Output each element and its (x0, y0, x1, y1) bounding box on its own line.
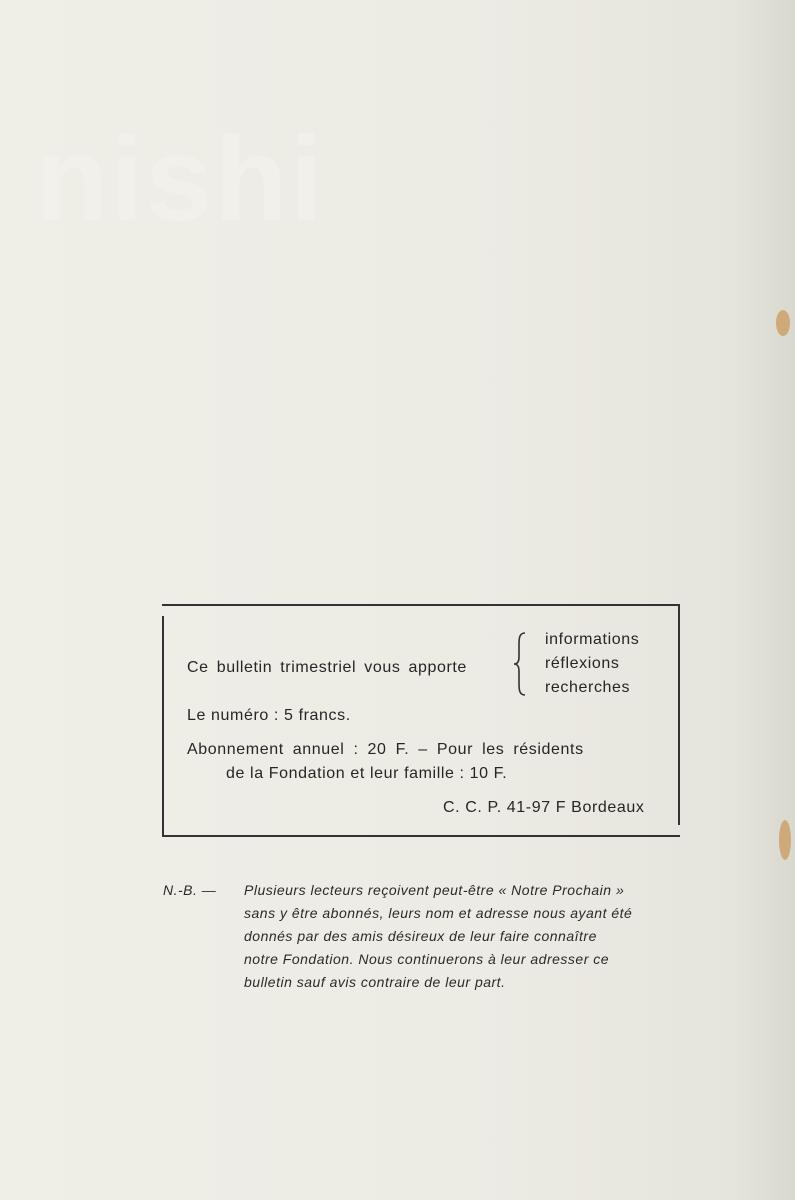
note-label: N.-B. — (163, 882, 217, 898)
note-line: sans y être abonnés, leurs nom et adresse nous ayant été (244, 905, 633, 921)
paper-stain (779, 820, 791, 860)
feature-item: informations (545, 631, 640, 648)
note-line: Plusieurs lecteurs reçoivent peut-être « Notre Prochain » (244, 882, 625, 898)
bulletin-lead-text: Ce bulletin trimestriel vous apporte (187, 659, 467, 676)
feature-item: recherches (545, 679, 631, 696)
note-line: bulletin sauf avis contraire de leur part. (244, 974, 506, 990)
single-issue-price: Le numéro : 5 francs. (187, 707, 351, 724)
brace-symbol (513, 631, 531, 697)
paper-stain (776, 310, 790, 336)
feature-item: réflexions (545, 655, 620, 672)
box-left-rule (162, 616, 164, 835)
annual-subscription-line2: de la Fondation et leur famille : 10 F. (226, 765, 508, 782)
note-line: notre Fondation. Nous continuerons à leur adresser ce (244, 951, 610, 967)
annual-subscription-line1: Abonnement annuel : 20 F. – Pour les résidents (187, 741, 584, 758)
postal-account: C. C. P. 41-97 F Bordeaux (443, 799, 645, 816)
note-line: donnés par des amis désireux de leur faire connaître (244, 928, 597, 944)
show-through-title: nishi (35, 112, 326, 246)
box-right-rule (678, 606, 680, 825)
